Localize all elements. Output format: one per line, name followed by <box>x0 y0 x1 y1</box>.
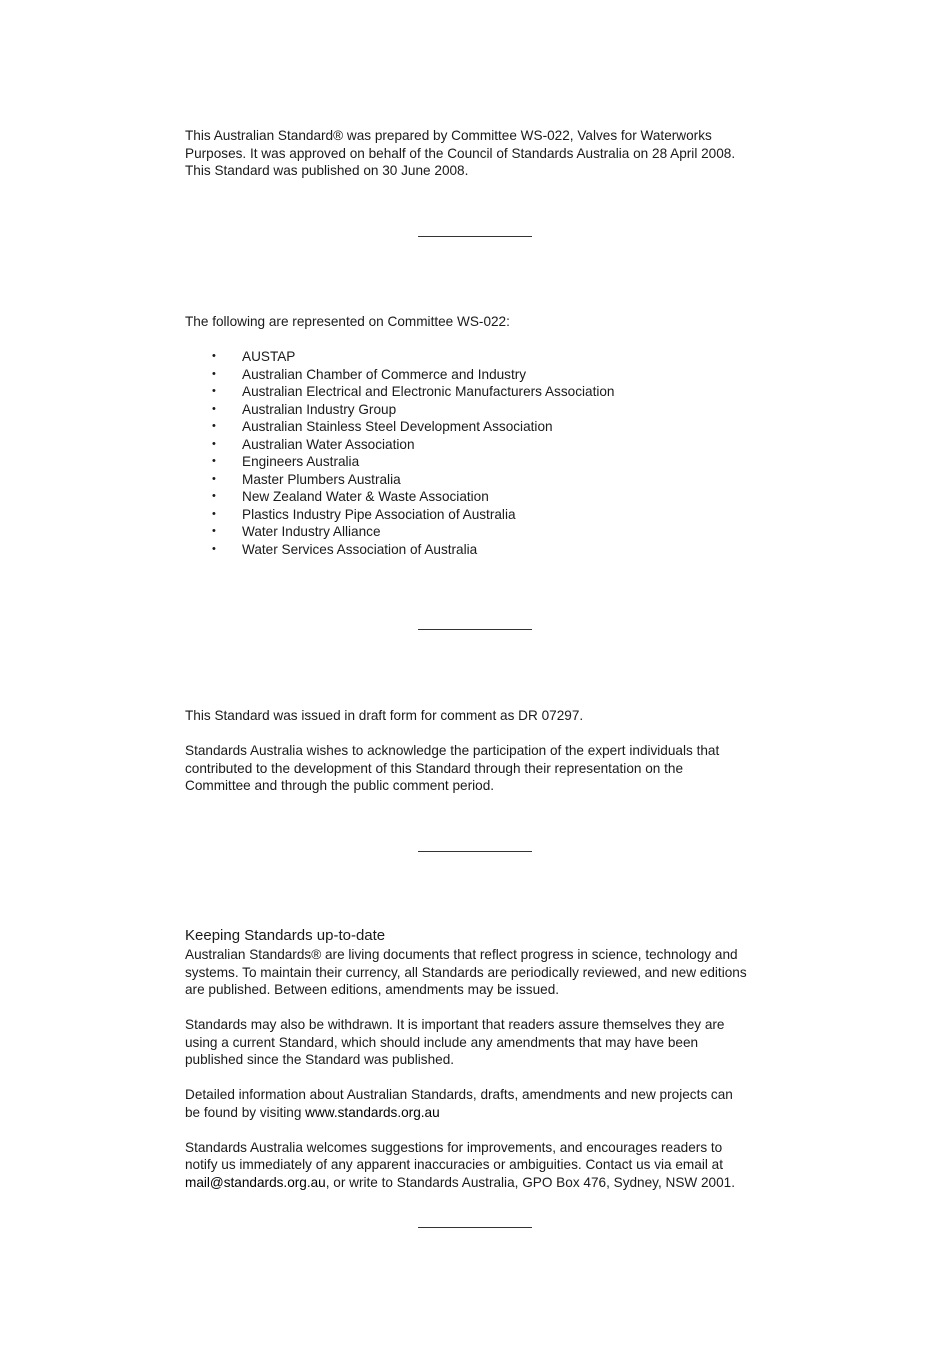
section-heading: Keeping Standards up-to-date <box>185 927 386 944</box>
member-name: Plastics Industry Pipe Association of Australia <box>242 506 516 522</box>
bullet-icon: • <box>212 472 216 485</box>
section-divider <box>418 1227 532 1228</box>
paragraph-line: published since the Standard was published. <box>185 1052 455 1067</box>
paragraph-line: notify us immediately of any apparent inaccuracies or ambiguities. Contact us via email at <box>185 1157 723 1172</box>
website-link[interactable]: www.standards.org.au <box>305 1104 440 1120</box>
approval-block <box>185 127 775 180</box>
list-item <box>185 541 775 559</box>
paragraph-text: be found by visiting <box>185 1104 306 1120</box>
committee-members-list <box>185 348 775 558</box>
paragraph-line: Standards may also be withdrawn. It is important that readers assure themselves they are <box>185 1017 725 1032</box>
approval-line: Purposes. It was approved on behalf of the Council of Standards Australia on 28 April 2008. <box>185 145 736 161</box>
section-divider <box>418 236 532 237</box>
member-name: Australian Stainless Steel Development Association <box>242 419 553 434</box>
list-item <box>185 366 775 384</box>
member-name: New Zealand Water & Waste Association <box>242 489 489 504</box>
list-item <box>185 418 775 436</box>
member-name: Australian Water Association <box>242 436 415 452</box>
bullet-icon: • <box>212 420 216 432</box>
keeping-standards-block <box>185 927 775 1191</box>
paragraph-line: using a current Standard, which should include any amendments that may have been <box>185 1034 699 1050</box>
member-name: Engineers Australia <box>242 454 360 469</box>
committee-intro: The following are represented on Committee WS-022: <box>185 314 510 329</box>
bullet-icon: • <box>212 507 216 520</box>
bullet-icon: • <box>212 367 216 380</box>
paragraph-line: Standards Australia welcomes suggestions for improvements, and encourages readers to <box>185 1139 723 1155</box>
approval-line: This Standard was published on 30 June 2008. <box>185 163 469 178</box>
acknowledgement-line: Standards Australia wishes to acknowledge the participation of the expert individuals that <box>185 743 720 758</box>
list-item <box>185 506 775 524</box>
approval-line: This Australian Standard® was prepared by Committee WS-022, Valves for Waterworks <box>185 128 712 143</box>
paragraph-line <box>185 1174 775 1192</box>
member-name: Australian Industry Group <box>242 401 397 417</box>
member-name: AUSTAP <box>242 349 296 364</box>
list-item <box>185 401 775 419</box>
section-divider <box>418 851 532 852</box>
paragraph-text: , or write to Standards Australia, GPO Box 476, Sydney, NSW 2001. <box>325 1174 736 1190</box>
list-item <box>185 436 775 454</box>
bullet-icon: • <box>212 437 216 450</box>
paragraph-line: systems. To maintain their currency, all Standards are periodically reviewed, and new editions <box>185 964 747 980</box>
paragraph-line: Australian Standards® are living documents that reflect progress in science, technology and <box>185 947 738 962</box>
email-link[interactable]: mail@standards.org.au <box>185 1174 326 1190</box>
member-name: Australian Electrical and Electronic Manufacturers Association <box>242 384 615 399</box>
bullet-icon: • <box>212 525 216 537</box>
bullet-icon: • <box>212 385 216 397</box>
paragraph-line <box>185 1104 775 1122</box>
list-item <box>185 523 775 541</box>
bullet-icon: • <box>212 542 216 555</box>
draft-issued-text: This Standard was issued in draft form for comment as DR 07297. <box>185 708 584 723</box>
list-item <box>185 383 775 401</box>
member-name: Australian Chamber of Commerce and Industry <box>242 366 527 382</box>
bullet-icon: • <box>212 350 216 362</box>
member-name: Water Industry Alliance <box>242 524 381 539</box>
committee-block <box>185 313 775 558</box>
paragraph-line: Detailed information about Australian Standards, drafts, amendments and new projects can <box>185 1087 733 1102</box>
member-name: Water Services Association of Australia <box>242 541 478 557</box>
section-divider <box>418 629 532 630</box>
bullet-icon: • <box>212 455 216 467</box>
acknowledgement-line: Committee and through the public comment period. <box>185 778 495 793</box>
list-item <box>185 471 775 489</box>
list-item <box>185 453 775 471</box>
bullet-icon: • <box>212 490 216 502</box>
list-item <box>185 488 775 506</box>
bullet-icon: • <box>212 402 216 415</box>
list-item <box>185 348 775 366</box>
member-name: Master Plumbers Australia <box>242 471 401 487</box>
acknowledgement-line: contributed to the development of this Standard through their representation on the <box>185 760 684 776</box>
draft-block <box>185 707 775 795</box>
paragraph-line: are published. Between editions, amendments may be issued. <box>185 982 560 997</box>
